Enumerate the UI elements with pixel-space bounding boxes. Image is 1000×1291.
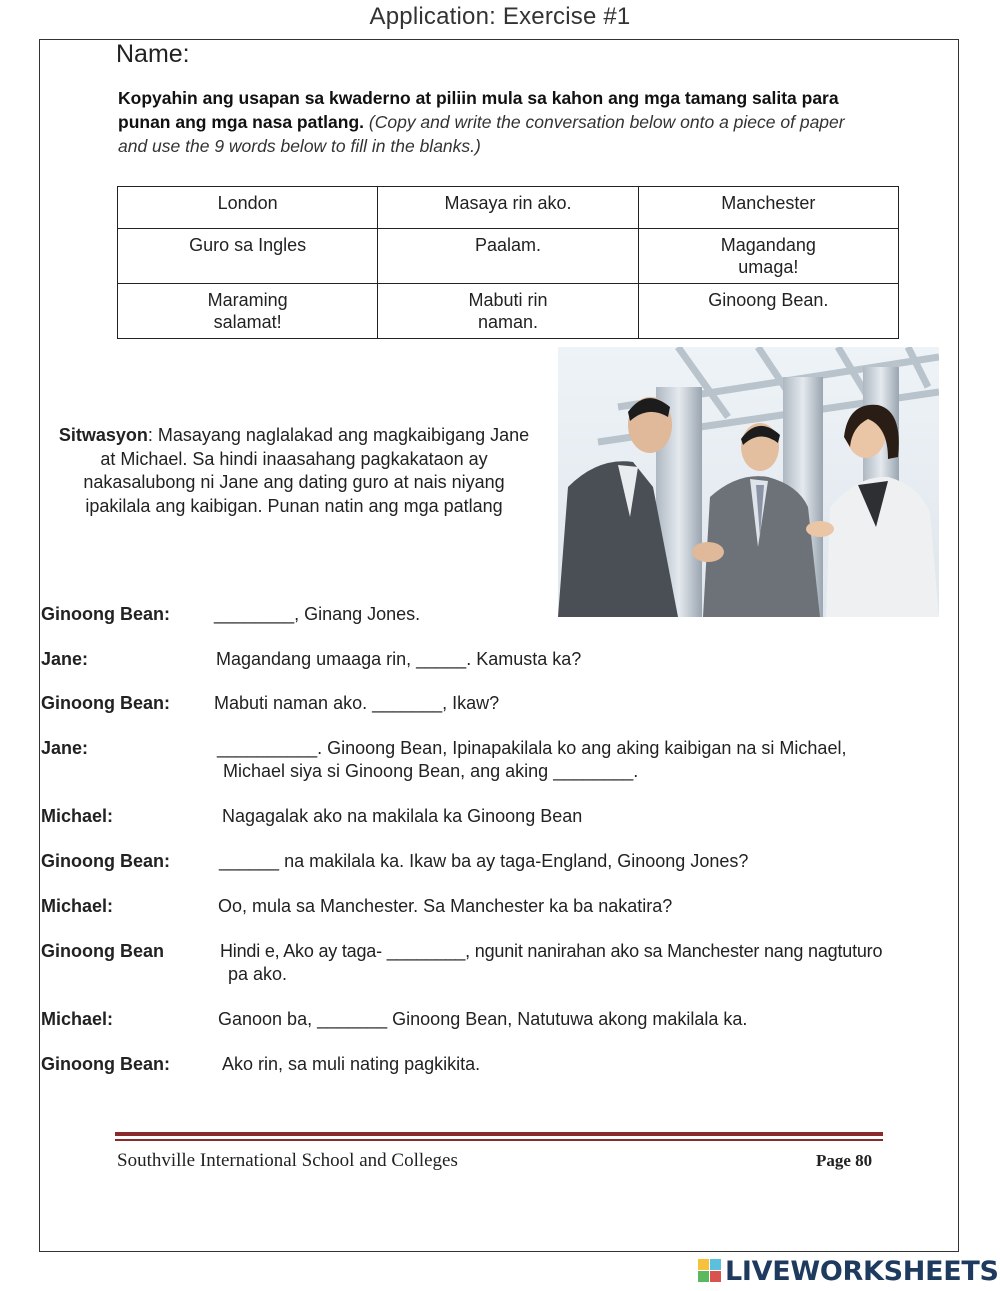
speaker: Ginoong Bean: <box>41 1054 170 1074</box>
name-label: Name: <box>116 40 190 68</box>
speaker: Michael: <box>41 806 114 826</box>
word-cell: Maraming salamat! <box>118 284 378 339</box>
speaker: Ginoong Bean: <box>41 851 170 871</box>
situation-text <box>52 424 536 518</box>
line-text: Oo, mula sa Manchester. Sa Manchester ka ba nakatira? <box>218 896 673 916</box>
word-cell: Masaya rin ako. <box>378 187 638 229</box>
speaker: Michael: <box>41 1009 114 1029</box>
liveworksheets-logo <box>698 1257 999 1285</box>
line-text: Ganoon ba, _______ Ginoong Bean, Natutuwa akong makilala ka. <box>218 1009 748 1029</box>
line-text: Magandang umaaga rin, _____. Kamusta ka? <box>216 649 582 669</box>
line-text: ______ na makilala ka. Ikaw ba ay taga-England, Ginoong Jones? <box>219 851 749 871</box>
footer-school: Southville International School and Colleges <box>117 1150 458 1171</box>
instructions <box>118 86 878 158</box>
speaker: Ginoong Bean: <box>41 604 170 624</box>
liveworksheets-icon <box>698 1259 722 1283</box>
word-cell: London <box>118 187 378 229</box>
situation-label: Sitwasyon <box>58 425 148 445</box>
speaker: Jane: <box>41 649 89 669</box>
word-cell: Ginoong Bean. <box>638 284 898 339</box>
line-text: Nagagalak ako na makilala ka Ginoong Bean <box>222 806 583 826</box>
instructions-tagalog: Kopyahin ang usapan sa kwaderno at piliin mula sa kahon ang mga tamang salita para punan ang mga nasa patlang. <box>118 88 839 132</box>
word-cell: Manchester <box>638 187 898 229</box>
footer-rule-thin <box>115 1139 883 1141</box>
word-box <box>117 186 899 339</box>
handshake-photo <box>558 347 939 617</box>
line-text: Mabuti naman ako. _______, Ikaw? <box>214 693 500 713</box>
line-text: ________, Ginang Jones. <box>214 604 421 624</box>
word-cell: Paalam. <box>378 229 638 284</box>
situation-body: : Masayang naglalakad ang magkaibigang Jane at Michael. Sa hindi inaasahang pagkakataon ay nakasalubong ni Jane ang dating guro at nais niyang ipakilala ang kaibigan. Punan natin ang mga patlang <box>83 425 530 516</box>
line-text: Ako rin, sa muli nating pagkikita. <box>222 1054 481 1074</box>
line-text: Hindi e, Ako ay taga- ________, ngunit nanirahan ako sa Manchester nang nagtuturo pa ako. <box>220 941 883 984</box>
page-title: Application: Exercise #1 <box>369 3 631 30</box>
page-number: Page 80 <box>816 1151 873 1170</box>
speaker: Ginoong Bean: <box>41 693 170 713</box>
speaker: Michael: <box>41 896 114 916</box>
liveworksheets-brand: LIVEWORKSHEETS <box>725 1255 999 1287</box>
instructions-english: (Copy and write the conversation below onto a piece of paper and use the 9 words below to fill in the blanks.) <box>118 112 845 156</box>
line-text: __________. Ginoong Bean, Ipinapakilala ko ang aking kaibigan na si Michael, Michael siya si Ginoong Bean, ang aking ________. <box>217 738 847 781</box>
speaker: Jane: <box>41 738 89 758</box>
speaker: Ginoong Bean <box>41 941 164 961</box>
footer-rule <box>115 1132 883 1136</box>
word-cell: Magandang umaga! <box>638 229 898 284</box>
word-cell: Mabuti rin naman. <box>378 284 638 339</box>
word-cell: Guro sa Ingles <box>118 229 378 284</box>
